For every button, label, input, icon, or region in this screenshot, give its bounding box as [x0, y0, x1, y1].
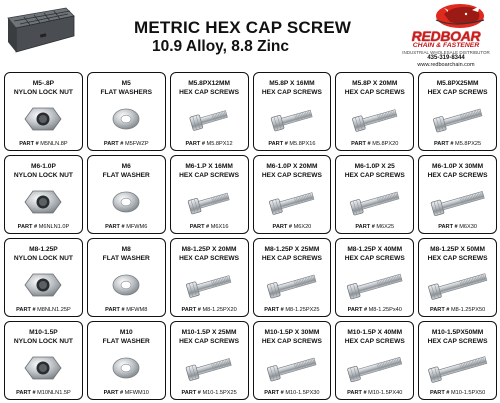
- hex-cap-screw-image: [254, 99, 331, 138]
- product-cell[interactable]: [418, 238, 497, 317]
- page-title: METRIC HEX CAP SCREW: [134, 18, 352, 37]
- hex-cap-screw-image: [336, 265, 413, 304]
- product-type: FLAT WASHER: [102, 255, 150, 262]
- part-number: [254, 390, 331, 396]
- part-number: [254, 307, 331, 313]
- product-cell[interactable]: [253, 238, 332, 317]
- part-number: [88, 307, 165, 313]
- product-type: HEX CAP SCREWS: [427, 89, 488, 96]
- product-type: HEX CAP SCREWS: [344, 255, 405, 262]
- part-number: [336, 307, 413, 313]
- logo-name: REDBOAR: [411, 28, 481, 44]
- part-number-value: M5.8PX25: [455, 141, 482, 147]
- product-type: FLAT WASHERS: [100, 89, 152, 96]
- hex-cap-screw-image: [171, 265, 248, 304]
- product-grid: [4, 72, 497, 400]
- part-number: [5, 224, 82, 230]
- hex-cap-screw-image: [336, 348, 413, 387]
- part-number-prefix: PART #: [438, 224, 458, 230]
- part-number: [254, 141, 331, 147]
- product-cell[interactable]: [253, 155, 332, 234]
- product-title: [254, 328, 331, 346]
- part-number-value: M5.8PX16: [289, 141, 316, 147]
- product-title: [5, 245, 82, 263]
- product-size: M10-1.5P X 30MM: [264, 329, 320, 336]
- lock-nut-image: [5, 99, 82, 138]
- part-number-prefix: PART #: [103, 390, 124, 396]
- product-type: HEX CAP SCREWS: [179, 338, 240, 345]
- part-number-prefix: PART #: [16, 390, 36, 396]
- part-number: [419, 390, 496, 396]
- part-number-prefix: PART #: [189, 224, 210, 230]
- part-number-value: M6X25: [376, 224, 395, 230]
- product-size: M5.8P X 20MM: [352, 80, 398, 87]
- product-size: M8-1.25P X 20MM: [181, 246, 237, 253]
- part-number-value: M8-1.25PX25: [285, 307, 320, 313]
- product-type: HEX CAP SCREWS: [344, 338, 405, 345]
- product-size: M8-1.25P X 50MM: [430, 246, 485, 253]
- part-number: [419, 307, 496, 313]
- hex-cap-screw-image: [419, 348, 496, 387]
- part-number-prefix: PART #: [181, 307, 201, 313]
- part-number: [254, 224, 331, 230]
- part-number-value: M6X30: [459, 224, 477, 230]
- product-title: [88, 79, 165, 97]
- header: [0, 0, 500, 70]
- product-type: HEX CAP SCREWS: [179, 89, 240, 96]
- part-number-value: M6X16: [210, 224, 229, 230]
- hex-cap-screw-image: [254, 182, 331, 221]
- part-number: [419, 224, 496, 230]
- part-number-prefix: PART #: [429, 390, 450, 396]
- part-number-prefix: PART #: [347, 307, 368, 313]
- product-type: HEX CAP SCREWS: [427, 338, 488, 345]
- part-number-prefix: PART #: [264, 307, 284, 313]
- logo-website: www.redboarchain.com: [417, 62, 475, 68]
- product-title: [419, 245, 496, 263]
- product-title: [336, 245, 413, 263]
- hex-cap-screw-image: [171, 182, 248, 221]
- product-size: M6-1.0P X 30MM: [431, 163, 484, 170]
- product-size: M10: [119, 329, 133, 336]
- product-cell[interactable]: [4, 321, 83, 400]
- part-number-prefix: PART #: [433, 141, 454, 147]
- part-number-value: MFWM6: [126, 224, 148, 230]
- product-title: [419, 328, 496, 346]
- product-type: HEX CAP SCREWS: [344, 172, 405, 179]
- hex-cap-screw-image: [336, 182, 413, 221]
- product-type: NYLON LOCK NUT: [13, 172, 73, 179]
- product-title: [171, 162, 248, 180]
- product-cell[interactable]: [4, 155, 83, 234]
- part-number-value: MFWM8: [126, 307, 148, 313]
- part-number-value: M10NLN1.5P: [37, 390, 71, 396]
- product-size: M10-1.5P X 40MM: [347, 329, 403, 336]
- part-number-value: M5NLN.8P: [40, 141, 68, 147]
- product-cell[interactable]: [170, 155, 249, 234]
- product-type: NYLON LOCK NUT: [13, 255, 73, 262]
- product-type: HEX CAP SCREWS: [261, 89, 322, 96]
- product-cell[interactable]: [87, 72, 166, 151]
- part-number-value: MFWM10: [124, 390, 149, 396]
- part-number: [419, 141, 496, 147]
- part-number-prefix: PART #: [103, 141, 124, 147]
- hex-cap-screw-image: [419, 265, 496, 304]
- product-size: M8: [121, 246, 131, 253]
- hex-cap-screw-image: [254, 265, 331, 304]
- product-type: HEX CAP SCREWS: [261, 255, 322, 262]
- flat-washer-image: [88, 348, 165, 387]
- product-size: M5-.8P: [32, 80, 55, 87]
- product-size: M8-1.25P X 40MM: [347, 246, 403, 253]
- part-number-prefix: PART #: [17, 224, 38, 230]
- part-number-prefix: PART #: [185, 141, 205, 147]
- hex-cap-screw-image: [254, 348, 331, 387]
- part-number-prefix: PART #: [268, 141, 288, 147]
- part-number-value: M5FWZP: [124, 141, 149, 147]
- product-title: [336, 79, 413, 97]
- part-number-prefix: PART #: [105, 307, 125, 313]
- logo-phone: 435-319-8344: [427, 55, 465, 61]
- product-type: HEX CAP SCREWS: [179, 255, 240, 262]
- product-title: [5, 328, 82, 346]
- part-number-prefix: PART #: [19, 141, 39, 147]
- part-number: [336, 390, 413, 396]
- product-type: FLAT WASHER: [102, 172, 150, 179]
- product-cell[interactable]: [87, 155, 166, 234]
- page-subtitle: 10.9 Alloy, 8.8 Zinc: [152, 38, 289, 55]
- product-type: NYLON LOCK NUT: [13, 338, 73, 345]
- part-number-value: M8-1.25Px40: [368, 307, 402, 313]
- part-number-value: M10-1.5PX25: [202, 390, 237, 396]
- part-number-value: M10-1.5PX30: [285, 390, 320, 396]
- product-title: [171, 328, 248, 346]
- product-size: M5.8P X 16MM: [269, 80, 315, 87]
- flat-washer-image: [88, 99, 165, 138]
- part-number-prefix: PART #: [347, 390, 367, 396]
- product-title: [88, 328, 165, 346]
- product-cell[interactable]: [4, 72, 83, 151]
- product-cell[interactable]: [418, 155, 497, 234]
- product-size: M6-1.P X 16MM: [185, 163, 233, 170]
- product-size: M6-1.0P X 20MM: [266, 163, 318, 170]
- product-cell[interactable]: [418, 321, 497, 400]
- part-number-value: M6NLN1.0P: [38, 224, 70, 230]
- hex-cap-screw-image: [336, 99, 413, 138]
- part-number-prefix: PART #: [16, 307, 36, 313]
- part-number: [171, 390, 248, 396]
- part-number-value: M8NLN1.25P: [37, 307, 71, 313]
- storage-tray-image: [4, 4, 76, 58]
- product-title: [336, 328, 413, 346]
- part-number-value: M8-1.25PX20: [202, 307, 237, 313]
- product-cell[interactable]: [87, 321, 166, 400]
- product-cell[interactable]: [87, 238, 166, 317]
- part-number: [171, 141, 248, 147]
- part-number-value: M10-1.5PX40: [368, 390, 403, 396]
- product-type: HEX CAP SCREWS: [179, 172, 240, 179]
- part-number: [336, 141, 413, 147]
- lock-nut-image: [5, 348, 82, 387]
- part-number: [5, 307, 82, 313]
- part-number: [88, 141, 165, 147]
- part-number: [5, 141, 82, 147]
- product-type: NYLON LOCK NUT: [13, 89, 73, 96]
- product-type: HEX CAP SCREWS: [261, 338, 322, 345]
- product-size: M6-1.0P X 25: [354, 163, 395, 170]
- product-size: M5.8PX25MM: [436, 80, 479, 87]
- product-cell[interactable]: [4, 238, 83, 317]
- product-title: [171, 245, 248, 263]
- product-type: HEX CAP SCREWS: [427, 255, 488, 262]
- part-number-prefix: PART #: [264, 390, 284, 396]
- product-cell[interactable]: [253, 321, 332, 400]
- product-title: [419, 79, 496, 97]
- part-number-prefix: PART #: [355, 224, 375, 230]
- product-title: [88, 162, 165, 180]
- product-cell[interactable]: [170, 238, 249, 317]
- product-cell[interactable]: [335, 72, 414, 151]
- product-title: [254, 162, 331, 180]
- product-size: M10-1.5P X 25MM: [181, 329, 237, 336]
- product-size: M6: [121, 163, 131, 170]
- part-number-prefix: PART #: [351, 141, 371, 147]
- part-number: [336, 224, 413, 230]
- hex-cap-screw-image: [419, 182, 496, 221]
- product-title: [88, 245, 165, 263]
- part-number: [88, 390, 165, 396]
- product-title: [254, 79, 331, 97]
- product-size: M10-1.5P: [29, 329, 58, 336]
- product-cell[interactable]: [170, 321, 249, 400]
- part-number: [88, 224, 165, 230]
- flat-washer-image: [88, 182, 165, 221]
- product-type: FLAT WASHER: [102, 338, 150, 345]
- part-number: [5, 390, 82, 396]
- product-size: M6-1.0P: [30, 163, 56, 170]
- product-size: M10-1.5PX50MM: [431, 329, 484, 336]
- flat-washer-image: [88, 265, 165, 304]
- product-title: [336, 162, 413, 180]
- product-cell[interactable]: [253, 72, 332, 151]
- product-type: HEX CAP SCREWS: [261, 172, 322, 179]
- product-title: [171, 79, 248, 97]
- product-cell[interactable]: [335, 238, 414, 317]
- part-number: [171, 307, 248, 313]
- hex-cap-screw-image: [171, 348, 248, 387]
- product-title: [5, 162, 82, 180]
- part-number-value: M10-1.5PX50: [450, 390, 486, 396]
- product-size: M8-1.25P: [29, 246, 58, 253]
- product-title: [5, 79, 82, 97]
- part-number-prefix: PART #: [105, 224, 125, 230]
- product-cell[interactable]: [170, 72, 249, 151]
- lock-nut-image: [5, 182, 82, 221]
- product-title: [419, 162, 496, 180]
- logo-subtitle: CHAIN & FASTENER: [412, 42, 480, 49]
- lock-nut-image: [5, 265, 82, 304]
- product-type: HEX CAP SCREWS: [427, 172, 488, 179]
- product-cell[interactable]: [335, 321, 414, 400]
- product-size: M5: [121, 80, 131, 87]
- part-number-value: M8-1.25PX50: [450, 307, 486, 313]
- part-number-prefix: PART #: [181, 390, 201, 396]
- part-number-prefix: PART #: [272, 224, 292, 230]
- part-number-value: M5.8PX12: [206, 141, 233, 147]
- part-number: [171, 224, 248, 230]
- product-type: HEX CAP SCREWS: [344, 89, 405, 96]
- product-title: [254, 245, 331, 263]
- product-cell[interactable]: [418, 72, 497, 151]
- part-number-prefix: PART #: [429, 307, 450, 313]
- product-cell[interactable]: [335, 155, 414, 234]
- part-number-value: M6X20: [293, 224, 312, 230]
- hex-cap-screw-image: [171, 99, 248, 138]
- part-number-value: M5.8PX20: [372, 141, 399, 147]
- logo-tagline: INDUSTRIAL WHOLESALE DISTRIBUTOR: [402, 50, 490, 55]
- product-size: M8-1.25P X 25MM: [264, 246, 320, 253]
- hex-cap-screw-image: [419, 99, 496, 138]
- product-size: M5.8PX12MM: [188, 80, 230, 87]
